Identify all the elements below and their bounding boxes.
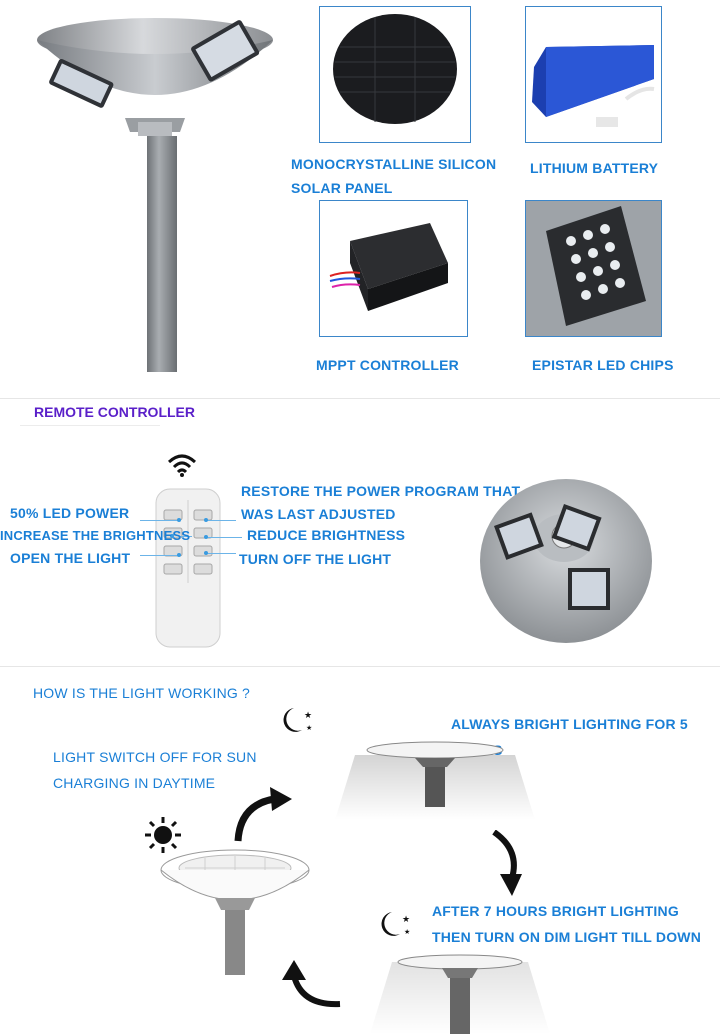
curved-arrow-icon xyxy=(282,960,342,1014)
leader-dot xyxy=(177,553,181,557)
svg-text:★: ★ xyxy=(304,711,313,721)
svg-text:★: ★ xyxy=(306,724,313,732)
section-divider xyxy=(0,398,720,399)
battery-image-frame xyxy=(525,6,662,143)
leader-dot xyxy=(204,551,208,555)
controller-image-frame xyxy=(319,200,468,337)
remote-label-off: TURN OFF THE LIGHT xyxy=(239,551,392,567)
leader-dot xyxy=(204,518,208,522)
moon-stars-icon xyxy=(378,910,412,938)
remote-label-restore: RESTORE THE POWER PROGRAM THAT WAS LAST ADJUSTED xyxy=(241,483,521,522)
working-heading: HOW IS THE LIGHT WORKING ? xyxy=(33,685,251,701)
remote-controller-heading: REMOTE CONTROLLER xyxy=(34,404,195,420)
svg-text:★: ★ xyxy=(404,928,411,936)
leader-line xyxy=(140,520,180,521)
battery-image xyxy=(526,7,661,142)
mppt-controller-image xyxy=(320,201,467,336)
street-light-product-image xyxy=(30,0,280,380)
battery-label: LITHIUM BATTERY xyxy=(530,160,659,176)
lamp-bright-image xyxy=(335,705,535,825)
lamp-underside-image xyxy=(476,476,656,646)
remote-label-50-power: 50% LED POWER xyxy=(10,505,130,521)
remote-label-increase: INCREASE THE BRIGHTNESS xyxy=(0,528,191,543)
leader-line xyxy=(140,555,180,556)
lamp-daytime-image xyxy=(155,830,315,980)
leader-line xyxy=(206,520,236,521)
remote-label-reduce: REDUCE BRIGHTNESS xyxy=(247,527,406,543)
controller-label: MPPT CONTROLLER xyxy=(316,357,459,373)
leader-line xyxy=(206,537,242,538)
remote-controller-image xyxy=(155,488,221,648)
step-bright-label: ALWAYS BRIGHT LIGHTING FOR 5 xyxy=(451,716,688,732)
heading-underline xyxy=(20,425,160,426)
leader-line xyxy=(206,553,236,554)
led-chips-image xyxy=(526,201,661,336)
lamp-dim-image xyxy=(370,950,550,1034)
leader-dot xyxy=(204,535,208,539)
led-chips-label: EPISTAR LED CHIPS xyxy=(532,357,674,373)
wifi-icon xyxy=(166,452,198,478)
solar-panel-image-frame xyxy=(319,6,471,143)
led-chips-image-frame xyxy=(525,200,662,337)
svg-text:★: ★ xyxy=(402,915,411,925)
curved-arrow-icon xyxy=(490,830,524,896)
moon-stars-icon xyxy=(280,706,314,734)
step-day-label: LIGHT SWITCH OFF FOR SUN CHARGING IN DAYTIME xyxy=(53,749,257,791)
leader-dot xyxy=(177,518,181,522)
solar-panel-image xyxy=(320,7,470,142)
solar-panel-label: MONOCRYSTALLINE SILICON SOLAR PANEL xyxy=(291,156,497,196)
section-divider xyxy=(0,666,720,667)
remote-label-open: OPEN THE LIGHT xyxy=(10,550,131,566)
step-dim-label: AFTER 7 HOURS BRIGHT LIGHTING THEN TURN ON DIM LIGHT TILL DOWN xyxy=(432,903,702,945)
